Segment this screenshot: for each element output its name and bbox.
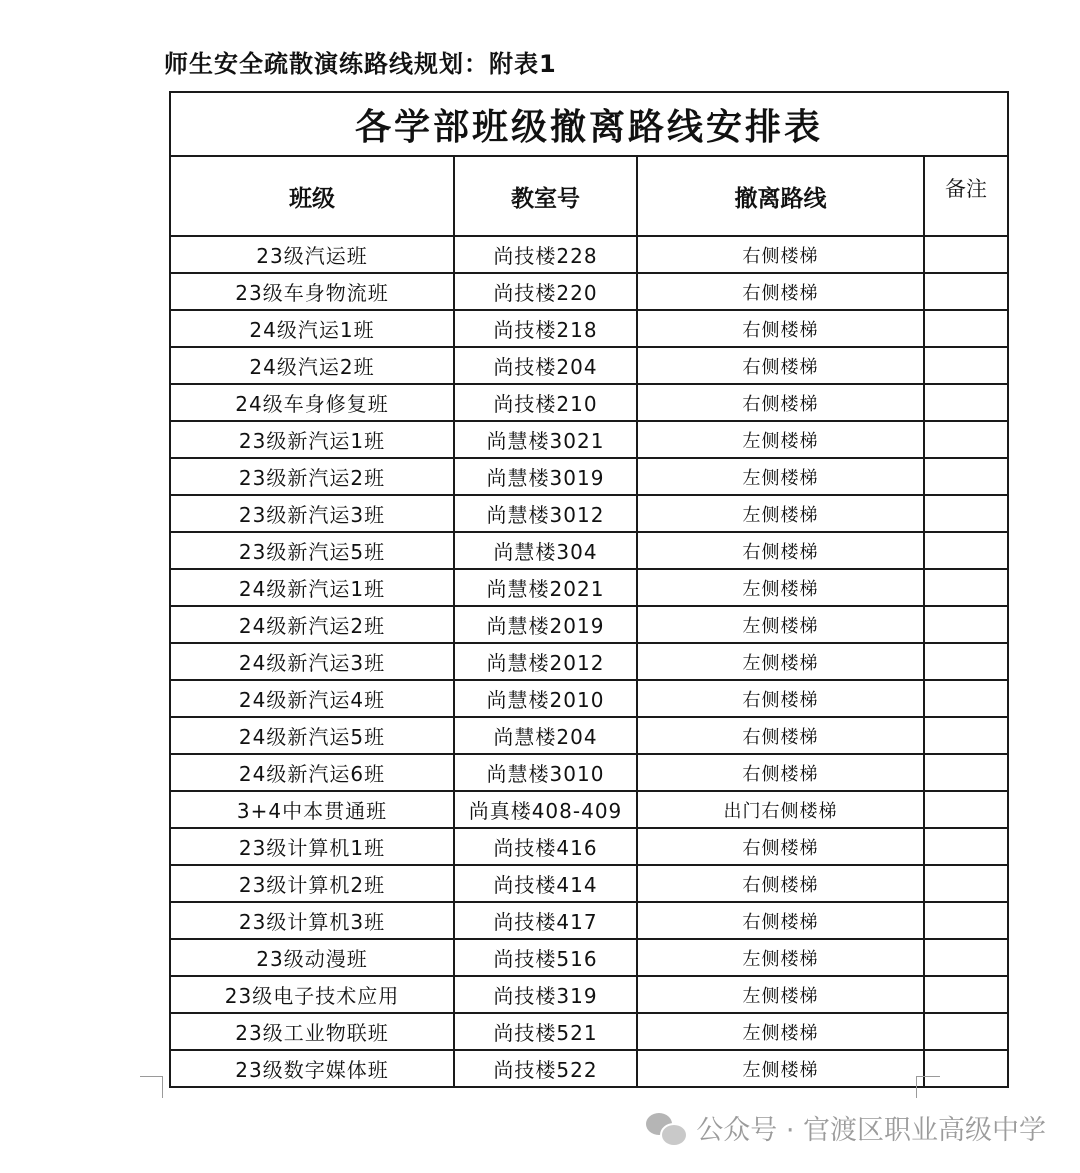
cell-class: 24级新汽运3班 (170, 643, 454, 680)
cell-note (924, 273, 1008, 310)
cell-note (924, 754, 1008, 791)
table-row (170, 532, 1008, 569)
cell-room: 尚技楼204 (454, 347, 637, 384)
cell-class: 23级工业物联班 (170, 1013, 454, 1050)
cell-room: 尚真楼408-409 (454, 791, 637, 828)
cell-room: 尚慧楼204 (454, 717, 637, 754)
cell-class: 23级数字媒体班 (170, 1050, 454, 1087)
cell-room: 尚技楼220 (454, 273, 637, 310)
cell-route: 左侧楼梯 (637, 569, 924, 606)
table-row (170, 1013, 1008, 1050)
crop-mark-right-vertical (916, 1076, 917, 1098)
cell-class: 23级计算机3班 (170, 902, 454, 939)
table-row (170, 902, 1008, 939)
table-row (170, 606, 1008, 643)
table-row (170, 458, 1008, 495)
cell-room: 尚技楼218 (454, 310, 637, 347)
table-row (170, 384, 1008, 421)
table-row (170, 828, 1008, 865)
cell-room: 尚技楼210 (454, 384, 637, 421)
cell-class: 24级汽运1班 (170, 310, 454, 347)
cell-room: 尚技楼228 (454, 236, 637, 273)
table-row (170, 939, 1008, 976)
cell-class: 23级新汽运1班 (170, 421, 454, 458)
cell-note (924, 458, 1008, 495)
cell-class: 23级车身物流班 (170, 273, 454, 310)
cell-route: 左侧楼梯 (637, 1013, 924, 1050)
watermark-text: 公众号 · 官渡区职业高级中学 (696, 1115, 1046, 1146)
cell-room: 尚技楼319 (454, 976, 637, 1013)
cell-route: 右侧楼梯 (637, 384, 924, 421)
table-row (170, 754, 1008, 791)
cell-room: 尚技楼416 (454, 828, 637, 865)
cell-class: 3+4中本贯通班 (170, 791, 454, 828)
cell-class: 24级新汽运2班 (170, 606, 454, 643)
cell-room: 尚慧楼3012 (454, 495, 637, 532)
cell-note (924, 791, 1008, 828)
cell-class: 23级新汽运2班 (170, 458, 454, 495)
cell-note (924, 347, 1008, 384)
cell-room: 尚慧楼3019 (454, 458, 637, 495)
cell-note (924, 532, 1008, 569)
cell-room: 尚技楼414 (454, 865, 637, 902)
column-header-route: 撤离路线 (637, 156, 924, 236)
cell-route: 左侧楼梯 (637, 421, 924, 458)
cell-note (924, 643, 1008, 680)
table-row (170, 680, 1008, 717)
cell-room: 尚技楼516 (454, 939, 637, 976)
cell-room: 尚技楼522 (454, 1050, 637, 1087)
table-row (170, 865, 1008, 902)
table-row (170, 273, 1008, 310)
cell-route: 右侧楼梯 (637, 754, 924, 791)
cell-note (924, 421, 1008, 458)
cell-route: 右侧楼梯 (637, 347, 924, 384)
cell-class: 24级新汽运1班 (170, 569, 454, 606)
cell-class: 24级车身修复班 (170, 384, 454, 421)
cell-route: 右侧楼梯 (637, 828, 924, 865)
cell-note (924, 1050, 1008, 1087)
cell-class: 23级汽运班 (170, 236, 454, 273)
cell-route: 右侧楼梯 (637, 236, 924, 273)
cell-route: 右侧楼梯 (637, 310, 924, 347)
cell-route: 左侧楼梯 (637, 606, 924, 643)
wechat-icon (646, 1111, 686, 1145)
cell-note (924, 384, 1008, 421)
page-caption: 师生安全疏散演练路线规划：附表1 (164, 50, 557, 78)
cell-class: 23级动漫班 (170, 939, 454, 976)
cell-class: 23级电子技术应用 (170, 976, 454, 1013)
cell-note (924, 310, 1008, 347)
crop-mark-right (916, 1076, 940, 1077)
column-header-class: 班级 (170, 156, 454, 236)
watermark (646, 1108, 1046, 1147)
table-row (170, 1050, 1008, 1087)
cell-route: 左侧楼梯 (637, 939, 924, 976)
cell-route: 左侧楼梯 (637, 1050, 924, 1087)
table-row (170, 310, 1008, 347)
cell-note (924, 865, 1008, 902)
evacuation-route-table (169, 91, 1009, 1088)
cell-route: 左侧楼梯 (637, 495, 924, 532)
cell-class: 23级新汽运3班 (170, 495, 454, 532)
table-row (170, 791, 1008, 828)
cell-route: 出门右侧楼梯 (637, 791, 924, 828)
cell-class: 24级汽运2班 (170, 347, 454, 384)
cell-note (924, 236, 1008, 273)
cell-room: 尚慧楼2012 (454, 643, 637, 680)
cell-note (924, 828, 1008, 865)
cell-route: 左侧楼梯 (637, 643, 924, 680)
cell-class: 23级计算机1班 (170, 828, 454, 865)
cell-room: 尚慧楼2010 (454, 680, 637, 717)
table-title: 各学部班级撤离路线安排表 (170, 92, 1008, 156)
crop-mark-left-vertical (162, 1076, 163, 1098)
cell-room: 尚慧楼304 (454, 532, 637, 569)
column-header-note: 备注 (924, 156, 1008, 236)
table-row (170, 643, 1008, 680)
cell-route: 右侧楼梯 (637, 717, 924, 754)
cell-class: 24级新汽运4班 (170, 680, 454, 717)
cell-note (924, 1013, 1008, 1050)
table-row (170, 717, 1008, 754)
table-row (170, 236, 1008, 273)
cell-note (924, 939, 1008, 976)
table-row (170, 421, 1008, 458)
table-row (170, 976, 1008, 1013)
cell-note (924, 680, 1008, 717)
cell-class: 24级新汽运5班 (170, 717, 454, 754)
cell-class: 23级计算机2班 (170, 865, 454, 902)
table-body (170, 236, 1008, 1087)
table-row (170, 569, 1008, 606)
cell-route: 左侧楼梯 (637, 458, 924, 495)
cell-route: 右侧楼梯 (637, 680, 924, 717)
cell-route: 右侧楼梯 (637, 865, 924, 902)
cell-route: 左侧楼梯 (637, 976, 924, 1013)
cell-room: 尚慧楼2019 (454, 606, 637, 643)
cell-route: 右侧楼梯 (637, 273, 924, 310)
column-header-room: 教室号 (454, 156, 637, 236)
table-header-row (170, 156, 1008, 236)
cell-room: 尚慧楼2021 (454, 569, 637, 606)
cell-room: 尚技楼521 (454, 1013, 637, 1050)
cell-room: 尚慧楼3010 (454, 754, 637, 791)
cell-route: 右侧楼梯 (637, 902, 924, 939)
cell-class: 23级新汽运5班 (170, 532, 454, 569)
cell-note (924, 717, 1008, 754)
cell-class: 24级新汽运6班 (170, 754, 454, 791)
cell-room: 尚慧楼3021 (454, 421, 637, 458)
cell-route: 右侧楼梯 (637, 532, 924, 569)
cell-note (924, 569, 1008, 606)
cell-room: 尚技楼417 (454, 902, 637, 939)
cell-note (924, 976, 1008, 1013)
table-row (170, 347, 1008, 384)
cell-note (924, 902, 1008, 939)
crop-mark-left (140, 1076, 162, 1099)
cell-note (924, 495, 1008, 532)
table-row (170, 495, 1008, 532)
cell-note (924, 606, 1008, 643)
